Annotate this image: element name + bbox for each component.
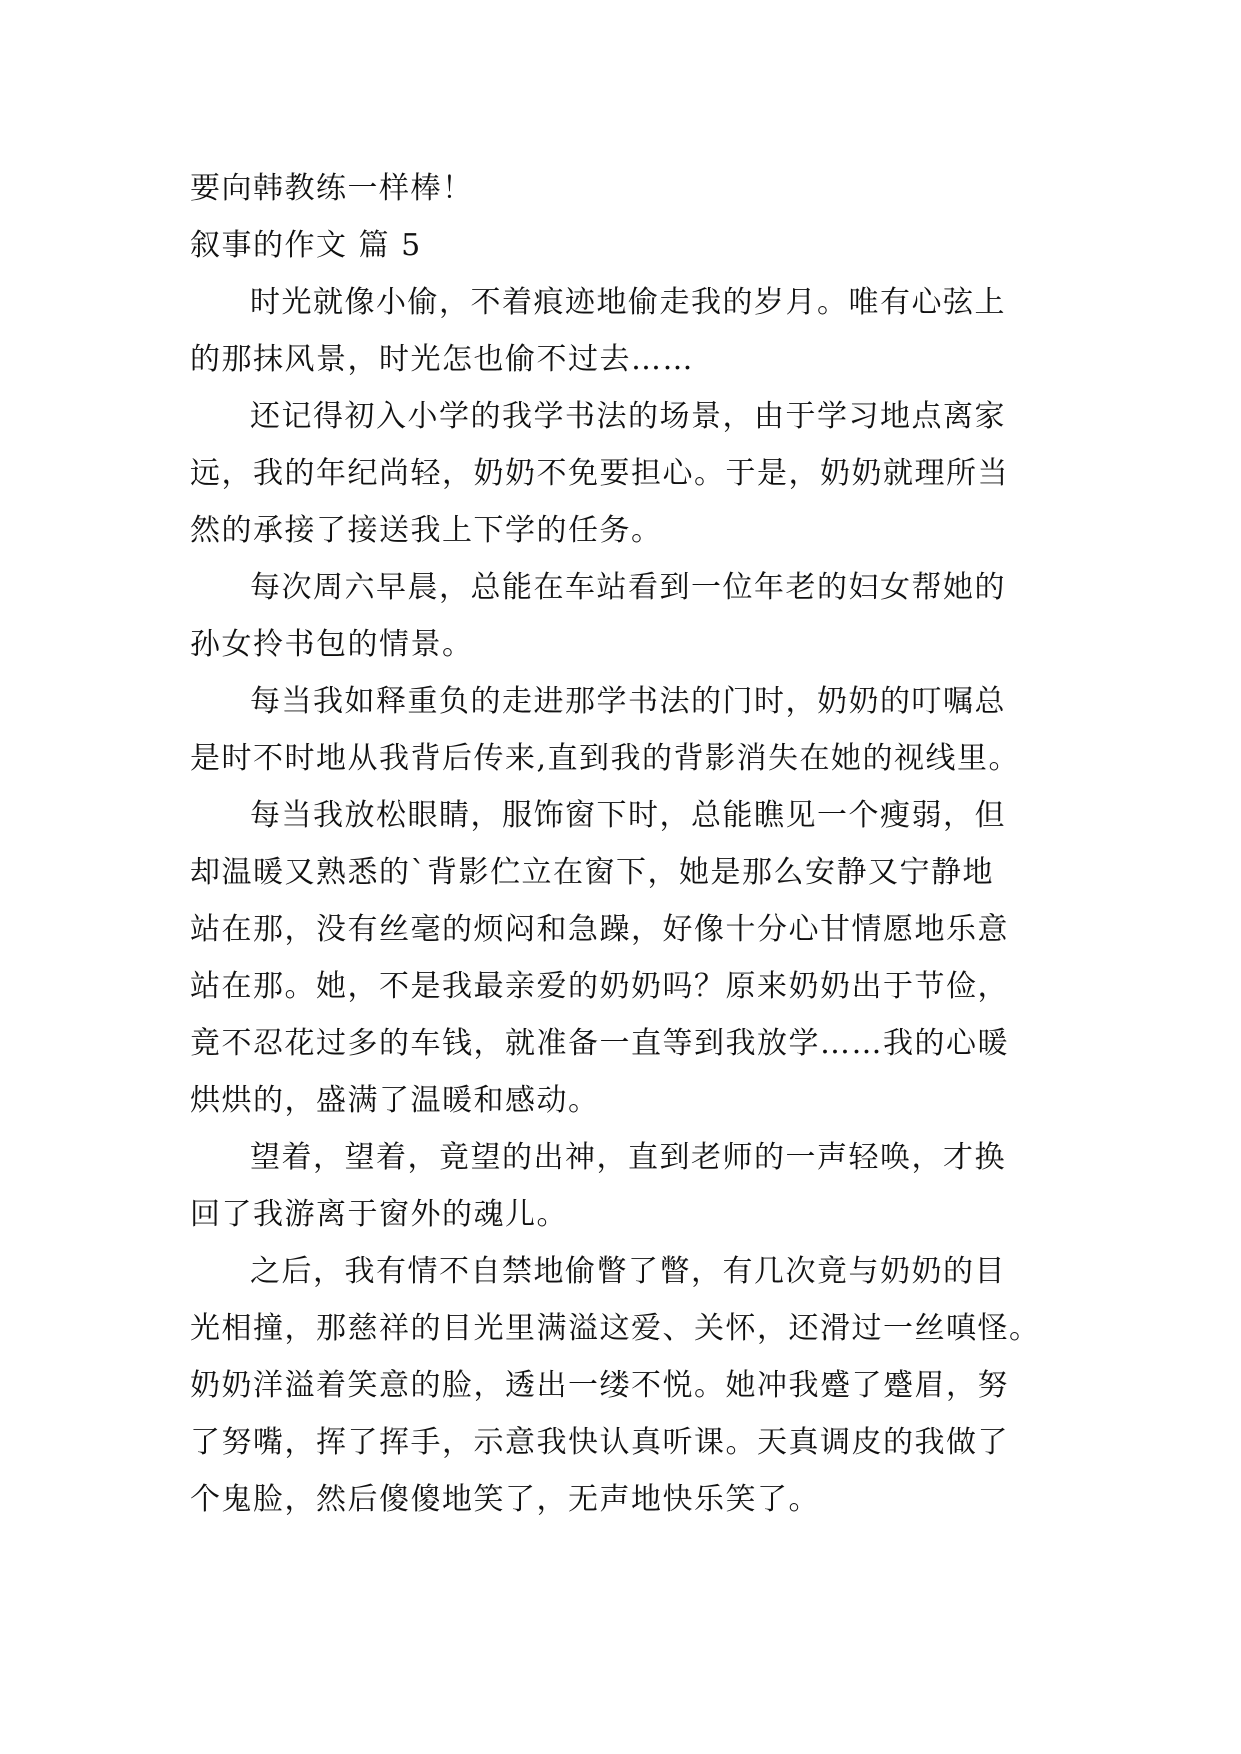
document-body: [190, 160, 1060, 1528]
paragraph-line: 还记得初入小学的我学书法的场景，由于学习地点离家: [250, 399, 1006, 434]
paragraph-3: [190, 559, 1060, 673]
paragraph-line: 望着，望着，竟望的出神，直到老师的一声轻唤，才换: [250, 1140, 1006, 1175]
section-title: 叙事的作文 篇 5: [190, 228, 422, 263]
paragraph-line: 竟不忍花过多的车钱，就准备一直等到我放学……我的心暖: [190, 1026, 1009, 1061]
paragraph-line: 站在那。她，不是我最亲爱的奶奶吗？原来奶奶出于节俭，: [190, 969, 1009, 1004]
paragraph-line: 烘烘的，盛满了温暖和感动。: [190, 1083, 600, 1118]
intro-line: 要向韩教练一样棒！: [190, 171, 474, 206]
paragraph-6: [190, 1129, 1060, 1243]
paragraph-line: 站在那，没有丝毫的烦闷和急躁，好像十分心甘情愿地乐意: [190, 912, 1009, 947]
paragraph-2: [190, 388, 1060, 559]
paragraph-7: [190, 1243, 1060, 1528]
paragraph-line: 却温暖又熟悉的`背影伫立在窗下，她是那么安静又宁静地: [190, 855, 994, 890]
paragraph-4: [190, 673, 1060, 787]
paragraph-line: 回了我游离于窗外的魂儿。: [190, 1197, 568, 1232]
paragraph-line: 时光就像小偷，不着痕迹地偷走我的岁月。唯有心弦上: [250, 285, 1006, 320]
paragraph-line: 孙女拎书包的情景。: [190, 627, 474, 662]
paragraph-line: 然的承接了接送我上下学的任务。: [190, 513, 663, 548]
paragraph-line: 了努嘴，挥了挥手，示意我快认真听课。天真调皮的我做了: [190, 1425, 1009, 1460]
paragraph-1: [190, 274, 1060, 388]
paragraph-line: 个鬼脸，然后傻傻地笑了，无声地快乐笑了。: [190, 1482, 820, 1517]
paragraph-5: [190, 787, 1060, 1129]
paragraph-line: 是时不时地从我背后传来,直到我的背影消失在她的视线里。: [190, 741, 1021, 776]
paragraph-line: 远，我的年纪尚轻，奶奶不免要担心。于是，奶奶就理所当: [190, 456, 1009, 491]
paragraph-line: 每当我如释重负的走进那学书法的门时，奶奶的叮嘱总: [250, 684, 1006, 719]
paragraph-line: 的那抹风景，时光怎也偷不过去……: [190, 342, 694, 377]
paragraph-line: 之后，我有情不自禁地偷瞥了瞥，有几次竟与奶奶的目: [250, 1254, 1006, 1289]
paragraph-line: 每次周六早晨，总能在车站看到一位年老的妇女帮她的: [250, 570, 1006, 605]
paragraph-line: 光相撞，那慈祥的目光里满溢这爱、关怀，还滑过一丝嗔怪。: [190, 1311, 1041, 1346]
paragraph-line: 奶奶洋溢着笑意的脸，透出一缕不悦。她冲我蹙了蹙眉，努: [190, 1368, 1009, 1403]
paragraph-line: 每当我放松眼睛，服饰窗下时，总能瞧见一个瘦弱，但: [250, 798, 1006, 833]
